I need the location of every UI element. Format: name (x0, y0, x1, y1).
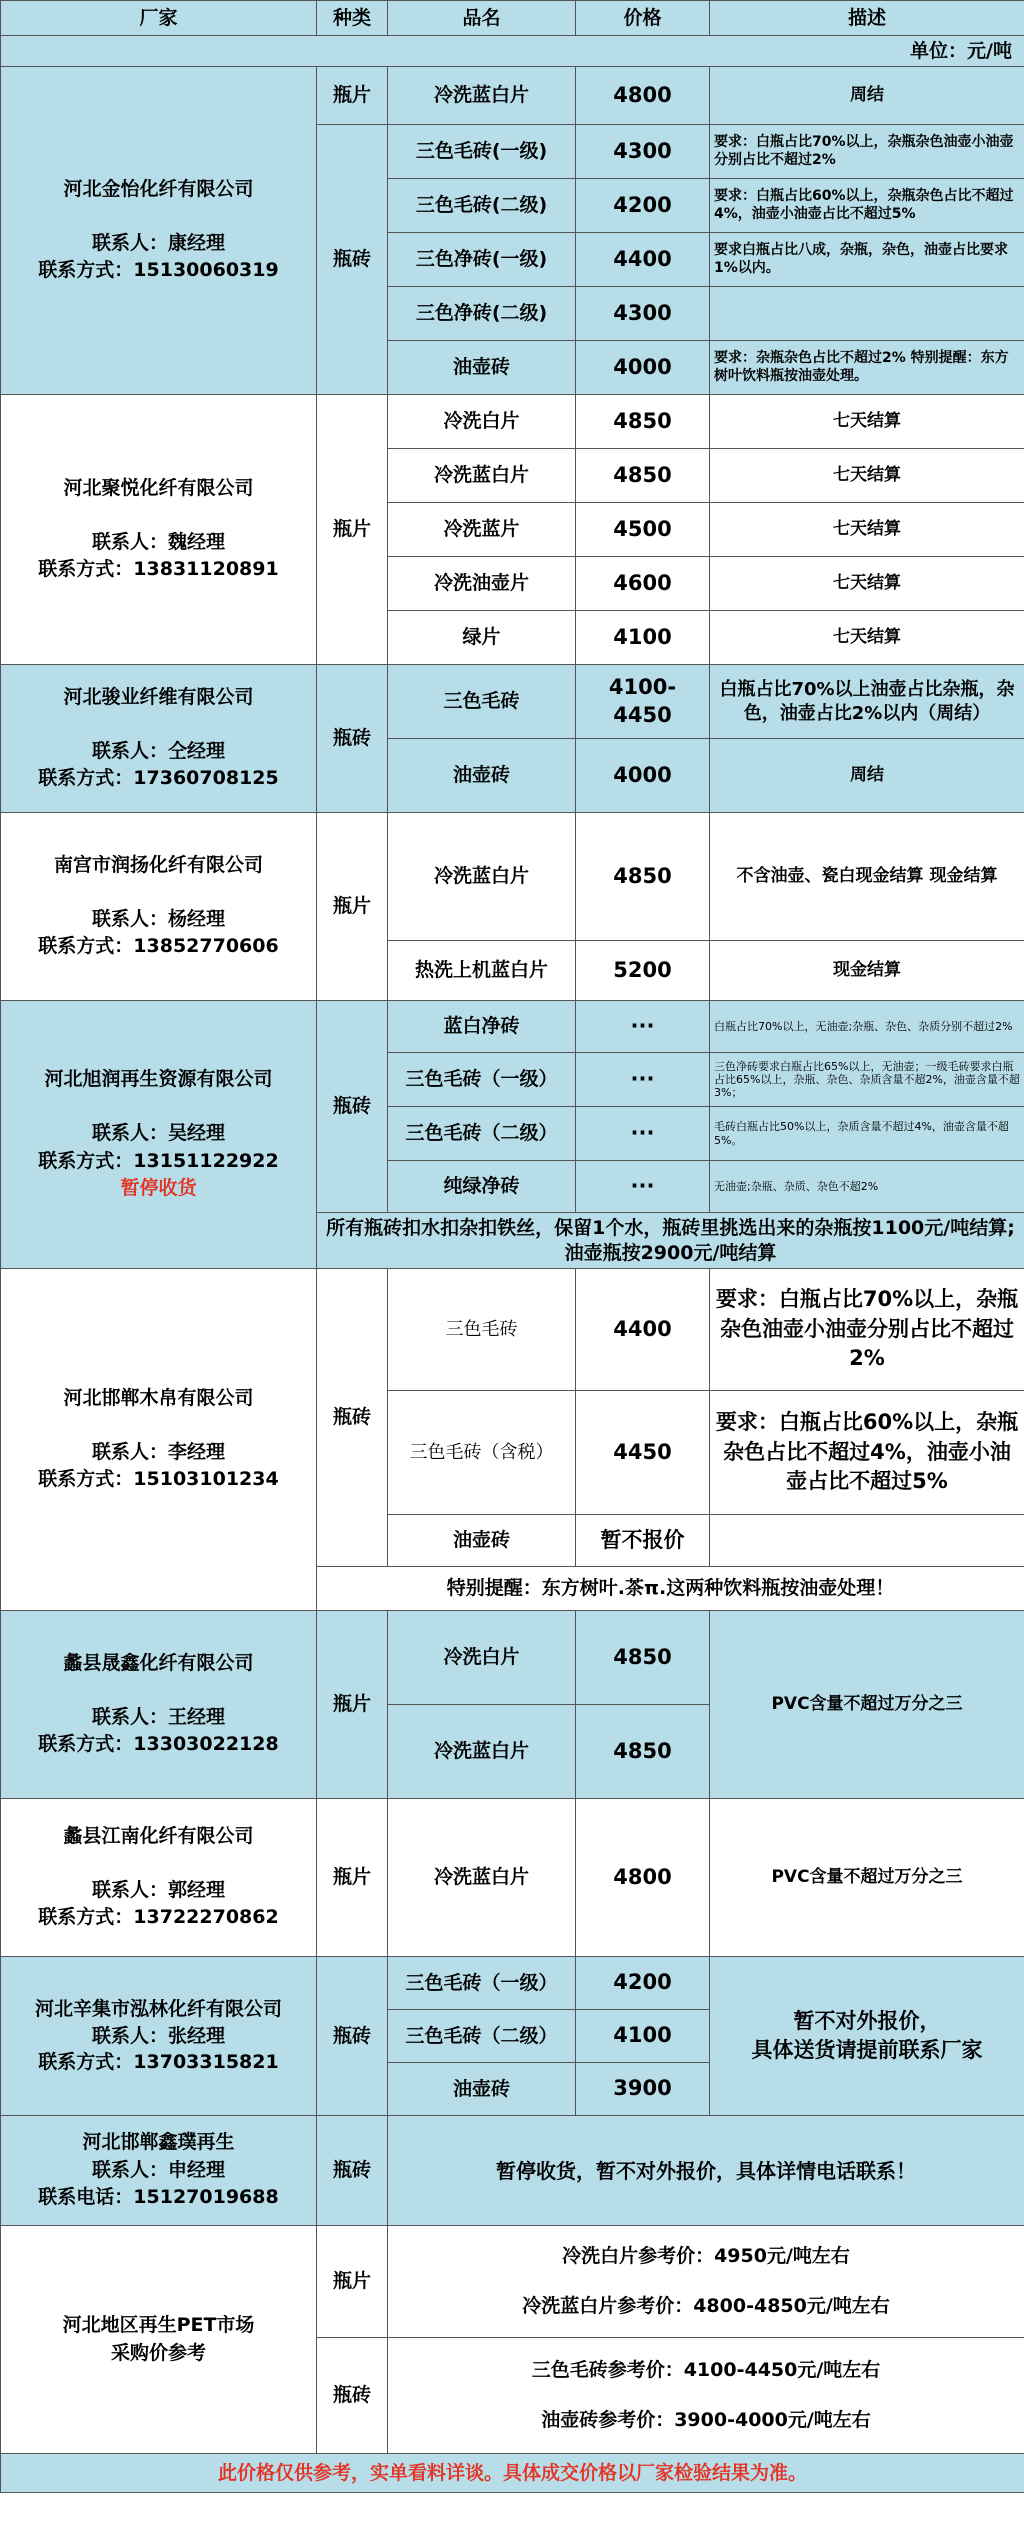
note-cell: 暂停收货，暂不对外报价，具体详情电话联系！ (388, 2116, 1024, 2226)
contact-person: 联系人：康经理 (91, 231, 225, 254)
contact-person: 联系人：张经理 (91, 2024, 225, 2047)
footer-row (1, 2454, 1024, 2493)
product-cell: 冷洗蓝白片 (388, 813, 576, 941)
note-cell: 特别提醒：东方树叶.茶π.这两种饮料瓶按油壶处理！ (317, 1567, 1024, 1611)
company-cell (1, 813, 317, 1001)
desc-cell: 要求：白瓶占比60%以上，杂瓶杂色占比不超过4%，油壶小油壶占比不超过5% (710, 179, 1024, 233)
price-cell: 4450 (576, 1391, 710, 1515)
desc-cell (710, 287, 1024, 341)
price-cell: 暂不报价 (576, 1515, 710, 1567)
product-cell: 冷洗白片 (388, 1611, 576, 1705)
product-cell: 三色毛砖 (388, 665, 576, 739)
footer-note: 此价格仅供参考，实单看料详谈。具体成交价格以厂家检验结果为准。 (1, 2454, 1024, 2493)
product-cell: 三色毛砖（一级） (388, 1957, 576, 2010)
desc-cell: 七天结算 (710, 611, 1024, 665)
desc-cell: 要求白瓶占比八成，杂瓶，杂色，油壶占比要求1%以内。 (710, 233, 1024, 287)
company-cell (1, 2226, 317, 2454)
type-cell: 瓶片 (317, 2226, 388, 2338)
product-cell: 三色净砖(二级) (388, 287, 576, 341)
unit-row (1, 36, 1024, 67)
contact-person: 联系人：王经理 (91, 1705, 225, 1728)
company-name: 蠡县江南化纤有限公司 (63, 1825, 254, 1848)
price-cell: 4800 (576, 67, 710, 125)
company-name: 河北金怡化纤有限公司 (63, 178, 254, 201)
product-cell: 三色毛砖(一级) (388, 125, 576, 179)
product-cell: 油壶砖 (388, 1515, 576, 1567)
col-desc: 描述 (710, 1, 1024, 36)
company-cell (1, 1957, 317, 2116)
type-cell: 瓶砖 (317, 2338, 388, 2454)
price-cell: 4850 (576, 1705, 710, 1799)
desc-cell: 周结 (710, 67, 1024, 125)
contact-person: 联系人：李经理 (91, 1440, 225, 1463)
product-cell: 冷洗油壶片 (388, 557, 576, 611)
type-cell: 瓶片 (317, 1799, 388, 1957)
desc-cell: 现金结算 (710, 941, 1024, 1001)
desc-cell (710, 1957, 1024, 2116)
contact-person: 联系人：吴经理 (91, 1121, 225, 1144)
type-cell: 瓶片 (317, 395, 388, 665)
company-cell (1, 2116, 317, 2226)
contact-phone: 联系方式：17360708125 (38, 767, 279, 790)
type-cell: 瓶片 (317, 1611, 388, 1799)
type-cell: 瓶砖 (317, 1001, 388, 1213)
product-cell: 油壶砖 (388, 2063, 576, 2116)
product-cell: 三色净砖(一级) (388, 233, 576, 287)
company-name: 河北邯郸木帛有限公司 (63, 1387, 254, 1410)
type-cell: 瓶砖 (317, 1957, 388, 2116)
contact-phone: 联系方式：13852770606 (38, 935, 279, 958)
company-name: 河北骏业纤维有限公司 (63, 686, 254, 709)
desc-cell: 白瓶占比70%以上油壶占比杂瓶，杂色，油壶占比2%以内（周结） (710, 665, 1024, 739)
company-name: 南宫市润扬化纤有限公司 (53, 854, 263, 877)
col-product: 品名 (388, 1, 576, 36)
price-cell: 4800 (576, 1799, 710, 1957)
product-cell: 冷洗蓝白片 (388, 1799, 576, 1957)
contact-person: 联系人：郭经理 (91, 1878, 225, 1901)
company-cell (1, 1001, 317, 1269)
table-row (1, 395, 1024, 449)
product-cell: 冷洗蓝片 (388, 503, 576, 557)
status-badge: 暂停收货 (120, 1177, 197, 1200)
table-row (1, 1001, 1024, 1053)
price-cell: 4200 (576, 1957, 710, 2010)
product-cell: 热洗上机蓝白片 (388, 941, 576, 1001)
price-cell: ··· (576, 1001, 710, 1053)
company-name: 河北邯郸鑫璞再生 (82, 2131, 235, 2154)
type-cell: 瓶片 (317, 813, 388, 1001)
company-name: 河北聚悦化纤有限公司 (63, 477, 254, 500)
price-cell: 4100 (576, 611, 710, 665)
contact-phone: 联系方式：13151122922 (38, 1149, 279, 1172)
company-cell (1, 665, 317, 813)
price-cell: 4850 (576, 1611, 710, 1705)
desc-cell: 不含油壶、瓷白现金结算 现金结算 (710, 813, 1024, 941)
price-cell: 3900 (576, 2063, 710, 2116)
price-cell: ··· (576, 1161, 710, 1213)
desc-cell (710, 1515, 1024, 1567)
company-cell (1, 395, 317, 665)
table-row (1, 1611, 1024, 1705)
desc-cell: 白瓶占比70%以上，无油壶;杂瓶、杂色、杂质分别不超过2% (710, 1001, 1024, 1053)
contact-phone: 联系方式：15130060319 (38, 259, 279, 282)
type-cell: 瓶砖 (317, 2116, 388, 2226)
contact-phone: 联系方式：15103101234 (38, 1468, 279, 1491)
ref-cell (388, 2338, 1024, 2454)
company-cell (1, 1611, 317, 1799)
col-type: 种类 (317, 1, 388, 36)
product-cell: 三色毛砖（一级） (388, 1053, 576, 1107)
market-subtitle: 采购价参考 (110, 2341, 206, 2364)
price-cell: 4600 (576, 557, 710, 611)
col-price: 价格 (576, 1, 710, 36)
table-row (1, 1269, 1024, 1391)
price-cell: 4850 (576, 395, 710, 449)
product-cell: 三色毛砖（二级） (388, 1107, 576, 1161)
price-cell: 4400 (576, 233, 710, 287)
col-factory: 厂家 (1, 1, 317, 36)
product-cell: 蓝白净砖 (388, 1001, 576, 1053)
contact-phone: 联系方式：13831120891 (38, 558, 279, 581)
contact-person: 联系人：申经理 (91, 2158, 225, 2181)
product-cell: 三色毛砖（二级） (388, 2010, 576, 2063)
desc-cell: 要求：白瓶占比60%以上，杂瓶杂色占比不超过4%，油壶小油壶占比不超过5% (710, 1391, 1024, 1515)
desc-cell: 三色净砖要求白瓶占比65%以上，无油壶；一级毛砖要求白瓶占比65%以上，杂瓶、杂色、杂质含量不超2%，油壶含量不超3%； (710, 1053, 1024, 1107)
product-cell: 油壶砖 (388, 739, 576, 813)
price-cell: ··· (576, 1107, 710, 1161)
price-cell: 4850 (576, 449, 710, 503)
contact-phone: 联系方式：13703315821 (38, 2051, 279, 2074)
desc-line: 暂不对外报价， (793, 2008, 941, 2033)
company-name: 蠡县晟鑫化纤有限公司 (63, 1652, 254, 1675)
ref-line: 冷洗蓝白片参考价：4800-4850元/吨左右 (522, 2294, 890, 2317)
table-row (1, 67, 1024, 125)
company-cell (1, 1269, 317, 1611)
contact-phone: 联系方式：13722270862 (38, 1906, 279, 1929)
desc-cell: PVC含量不超过万分之三 (710, 1799, 1024, 1957)
table-row (1, 665, 1024, 739)
desc-cell: 要求：杂瓶杂色占比不超过2% 特别提醒：东方树叶饮料瓶按油壶处理。 (710, 341, 1024, 395)
type-cell: 瓶砖 (317, 665, 388, 813)
price-cell: 4000 (576, 739, 710, 813)
company-cell (1, 67, 317, 395)
desc-cell: 七天结算 (710, 503, 1024, 557)
table-row (1, 2226, 1024, 2338)
type-cell: 瓶砖 (317, 125, 388, 395)
price-cell: 4850 (576, 813, 710, 941)
price-cell: 4300 (576, 287, 710, 341)
contact-phone: 联系电话：15127019688 (38, 2186, 279, 2209)
desc-cell: 七天结算 (710, 449, 1024, 503)
type-cell: 瓶片 (317, 67, 388, 125)
price-cell: 4400 (576, 1269, 710, 1391)
product-cell: 纯绿净砖 (388, 1161, 576, 1213)
desc-cell: PVC含量不超过万分之三 (710, 1611, 1024, 1799)
note-cell: 所有瓶砖扣水扣杂扣铁丝，保留1个水，瓶砖里挑选出来的杂瓶按1100元/吨结算;油壶瓶按2900元/吨结算 (317, 1213, 1024, 1269)
desc-cell: 要求：白瓶占比70%以上，杂瓶杂色油壶小油壶分别占比不超过2% (710, 1269, 1024, 1391)
company-name: 河北旭润再生资源有限公司 (44, 1068, 273, 1091)
desc-cell: 要求：白瓶占比70%以上，杂瓶杂色油壶小油壶分别占比不超过2% (710, 125, 1024, 179)
table-row (1, 1957, 1024, 2010)
header-row (1, 1, 1024, 36)
contact-phone: 联系方式：13303022128 (38, 1733, 279, 1756)
desc-line: 具体送货请提前联系厂家 (751, 2038, 983, 2062)
contact-person: 联系人：魏经理 (91, 530, 225, 553)
product-cell: 三色毛砖（含税） (388, 1391, 576, 1515)
desc-cell: 无油壶;杂瓶、杂质、杂色不超2% (710, 1161, 1024, 1213)
unit-label: 单位：元/吨 (1, 36, 1024, 67)
market-title: 河北地区再生PET市场 (62, 2313, 255, 2336)
type-cell: 瓶砖 (317, 1269, 388, 1567)
company-cell (1, 1799, 317, 1957)
price-cell: 4100-4450 (576, 665, 710, 739)
price-cell: 4200 (576, 179, 710, 233)
product-cell: 冷洗蓝白片 (388, 449, 576, 503)
price-cell: 5200 (576, 941, 710, 1001)
price-cell: 4500 (576, 503, 710, 557)
desc-cell: 七天结算 (710, 557, 1024, 611)
product-cell: 冷洗蓝白片 (388, 1705, 576, 1799)
price-cell: 4100 (576, 2010, 710, 2063)
ref-line: 油壶砖参考价：3900-4000元/吨左右 (541, 2408, 871, 2431)
product-cell: 冷洗白片 (388, 395, 576, 449)
product-cell: 三色毛砖(二级) (388, 179, 576, 233)
desc-cell: 七天结算 (710, 395, 1024, 449)
ref-line: 冷洗白片参考价：4950元/吨左右 (562, 2245, 850, 2268)
ref-cell (388, 2226, 1024, 2338)
table-row (1, 813, 1024, 941)
desc-cell: 毛砖白瓶占比50%以上，杂质含量不超过4%，油壶含量不超5%。 (710, 1107, 1024, 1161)
company-name: 河北辛集市泓林化纤有限公司 (34, 1998, 282, 2021)
desc-cell: 周结 (710, 739, 1024, 813)
contact-person: 联系人：仝经理 (91, 739, 225, 762)
ref-line: 三色毛砖参考价：4100-4450元/吨左右 (531, 2359, 881, 2382)
price-cell: 4300 (576, 125, 710, 179)
table-row (1, 1799, 1024, 1957)
contact-person: 联系人：杨经理 (91, 907, 225, 930)
product-cell: 冷洗蓝白片 (388, 67, 576, 125)
price-cell: ··· (576, 1053, 710, 1107)
product-cell: 三色毛砖 (388, 1269, 576, 1391)
product-cell: 油壶砖 (388, 341, 576, 395)
table-row (1, 2116, 1024, 2226)
product-cell: 绿片 (388, 611, 576, 665)
price-cell: 4000 (576, 341, 710, 395)
